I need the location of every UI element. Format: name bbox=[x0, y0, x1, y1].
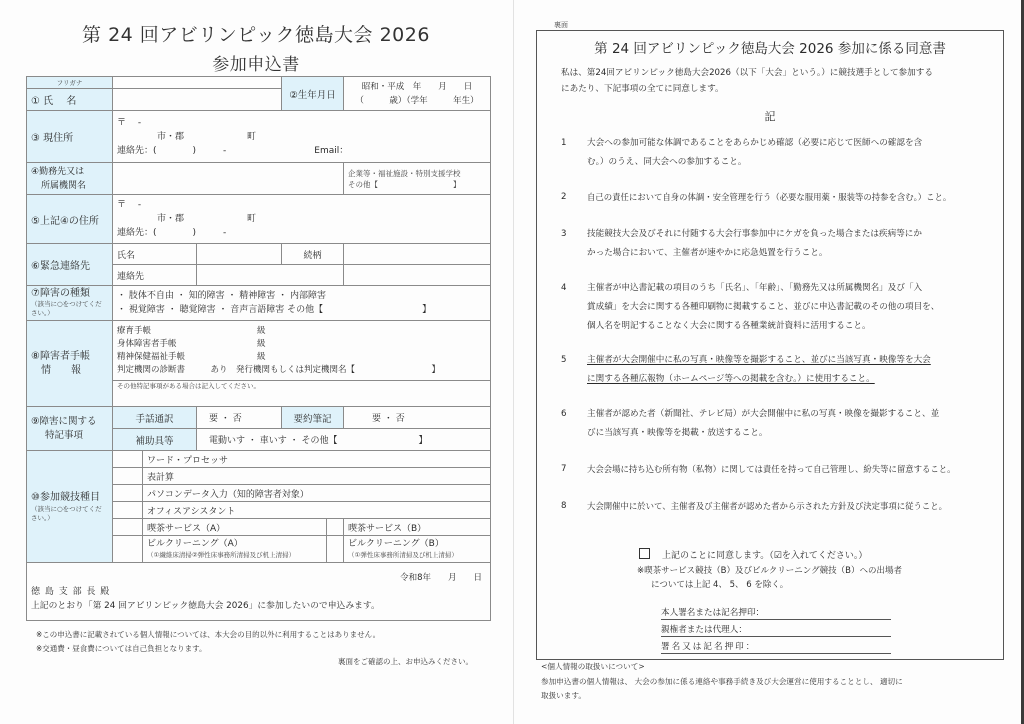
addressee: 徳 島 支 部 長 殿 bbox=[31, 587, 111, 597]
consent-item: 3 技能競技大会及びそれに付随する大会行事参加中にケガを負った場合または疾病等にか かった場合において、主催者が速やかに応急処置を行うこと。 bbox=[561, 229, 922, 258]
events-label: ⑩参加競技種目 （該当に○をつけてください。） bbox=[27, 451, 113, 563]
work-address-label: ⑤上記④の住所 bbox=[27, 195, 113, 244]
emergency-contact-field[interactable] bbox=[197, 265, 344, 286]
disability-options[interactable]: ・ 肢体不自由 ・ 知的障害 ・ 精神障害 ・ 内部障害 ・ 視覚障害 ・ 聴覚障害 ・ 音声言語障害 その他【 】 bbox=[113, 286, 491, 321]
address-label: ③ 現住所 bbox=[27, 111, 113, 163]
birthdate-field[interactable]: 昭和・平成 年 月 日 （ 歳）（学年 年生） bbox=[344, 77, 491, 111]
workplace-field[interactable] bbox=[113, 163, 344, 195]
event-mark-cell[interactable] bbox=[113, 536, 143, 563]
handbook-label: ⑧障害者手帳 情 報 bbox=[27, 321, 113, 407]
workplace-label: ④勤務先又は 所属機関名 bbox=[27, 163, 113, 195]
declaration-text: 上記のとおり「第 24 回アビリンピック徳島大会 2026」に参加したいので申込みます。 bbox=[31, 601, 380, 611]
emergency-name-label: 氏名 bbox=[113, 244, 197, 265]
consent-form-box bbox=[536, 30, 1004, 660]
event-mark-cell[interactable] bbox=[113, 502, 143, 519]
summary-writing-choice[interactable]: 要 ・ 否 bbox=[344, 407, 491, 429]
event-item: 喫茶サービス（B） bbox=[344, 519, 491, 536]
note-expenses: ※交通費・昼食費については自己負担となります。 bbox=[36, 644, 207, 653]
event-item: ビルクリーニング（B） （①弾性床事務所清掃及び机上清掃） bbox=[344, 536, 491, 563]
handbook-row: 精神保健福祉手帳 級 bbox=[117, 351, 266, 362]
event-item: 表計算 bbox=[143, 468, 491, 485]
other-notes-field[interactable]: その他特記事項がある場合は記入してください。 bbox=[113, 381, 491, 407]
agree-text: 上記のことに同意します。（☑を入れてください。） bbox=[662, 551, 868, 561]
consent-title: 第 24 回アビリンピック徳島大会 2026 参加に係る同意書 bbox=[594, 41, 946, 57]
form-title: 第 24 回アビリンピック徳島大会 2026 bbox=[82, 24, 430, 46]
privacy-text-1: 参加申込書の個人情報は、 大会の参加に係る連絡や事務手続き及び大会運営に使用することとし、 適切に bbox=[541, 677, 903, 686]
event-item: ワード・プロセッサ bbox=[143, 451, 491, 468]
application-table bbox=[26, 76, 491, 621]
emergency-label: ⑥緊急連絡先 bbox=[27, 244, 113, 286]
handbook-field[interactable]: 療育手帳 級 身体障害者手帳 級 精神保健福祉手帳 級 判定機関の診断書 あり 発行機関もしくは判定機関名【 】 bbox=[113, 321, 491, 381]
furigana-label: フリガナ bbox=[27, 77, 113, 89]
special-notes-label: ⑨障害に関する 特記事項 bbox=[27, 407, 113, 451]
handbook-row: 身体障害者手帳 級 bbox=[117, 338, 266, 349]
form-subtitle: 参加申込書 bbox=[212, 55, 300, 75]
note-privacy: ※この申込書に記載されている個人情報については、本大会の目的以外に利用することはありません。 bbox=[36, 630, 381, 639]
page-divider bbox=[513, 0, 514, 724]
emergency-name-field[interactable] bbox=[197, 244, 282, 265]
address-field[interactable]: 〒 - 市・郡 町 連絡先：( ) - Email： bbox=[113, 111, 491, 163]
consent-item: 6 主催者が認めた者（新聞社、テレビ局）が大会開催中に私の写真・映像を撮影すること、並 びに当該写真・映像等を掲載・放送すること。 bbox=[561, 409, 940, 438]
birthdate-label: ②生年月日 bbox=[282, 77, 344, 111]
work-address-field[interactable]: 〒 - 市・郡 町 連絡先：( ) - bbox=[113, 195, 491, 244]
handbook-row: 療育手帳 級 bbox=[117, 325, 266, 336]
signature-line-seal[interactable]: 署名又は記名押印： bbox=[661, 640, 891, 654]
event-mark-cell[interactable] bbox=[327, 536, 344, 563]
consent-item: 5 主催者が大会開催中に私の写真・映像等を撮影すること、並びに当該写真・映像等を大会 に関する各種広報物（ホームページ等への掲載を含む。）に使用すること。 bbox=[561, 355, 931, 384]
emergency-relation-label: 続柄 bbox=[282, 244, 344, 265]
consent-item: 8 大会開催中に於いて、主催者及び主催者が認めた者から示された方針及び決定事項に従うこと。 bbox=[561, 501, 947, 511]
aids-choice[interactable]: 電動いす ・ 車いす ・ その他【 】 bbox=[197, 429, 491, 451]
emergency-contact-label: 連絡先 bbox=[113, 265, 197, 286]
event-item: パソコンデータ入力（知的障害者対象） bbox=[143, 485, 491, 502]
exception-note-2: については上記 4、 5、 6 を除く。 bbox=[651, 580, 789, 590]
emergency-relation-field[interactable] bbox=[344, 244, 491, 265]
event-mark-cell[interactable] bbox=[327, 519, 344, 536]
consent-item: 7 大会会場に持ち込む所有物（私物）に関しては責任を持って自己管理し、紛失等に留意すること。 bbox=[561, 464, 956, 474]
disability-label: ⑦障害の種類 （該当に○をつけてください。） bbox=[27, 286, 113, 321]
event-mark-cell[interactable] bbox=[113, 451, 143, 468]
note-see-back: 裏面をご確認の上、お申込みください。 bbox=[338, 657, 473, 666]
workplace-type[interactable]: 企業等・福祉施設・特別支援学校 その他【 】 bbox=[344, 163, 491, 195]
ki-heading: 記 bbox=[764, 110, 776, 123]
agreement-block bbox=[639, 548, 902, 592]
aids-label: 補助具等 bbox=[113, 429, 197, 451]
event-mark-cell[interactable] bbox=[113, 485, 143, 502]
back-side-label: 裏面 bbox=[554, 21, 568, 29]
signature-line-guardian[interactable]: 親権者または代理人： bbox=[661, 623, 891, 637]
event-mark-cell[interactable] bbox=[113, 468, 143, 485]
event-mark-cell[interactable] bbox=[113, 519, 143, 536]
furigana-field[interactable] bbox=[113, 77, 282, 89]
event-item: オフィスアシスタント bbox=[143, 502, 491, 519]
consent-item: 1 大会への参加可能な体調であることをあらかじめ確認（必要に応じて医師への確認を含 む。）のうえ、同大会への参加すること。 bbox=[561, 138, 923, 167]
sign-interpreter-choice[interactable]: 要 ・ 否 bbox=[197, 407, 282, 429]
consent-intro: 私は、第24回アビリンピック徳島大会2026（以下「大会」という。）に競技選手として参加する にあたり、下記事項の全てに同意します。 bbox=[561, 68, 933, 94]
summary-writing-label: 要約筆記 bbox=[282, 407, 344, 429]
agree-checkbox[interactable] bbox=[639, 548, 650, 559]
signature-line-self[interactable]: 本人署名または記名押印： bbox=[661, 606, 891, 620]
emergency-contact-extra[interactable] bbox=[344, 265, 491, 286]
consent-item: 2 自己の責任において自身の体調・安全管理を行う（必要な服用薬・服装等の持参を含む。）こと。 bbox=[561, 192, 952, 202]
exception-note: ※喫茶サービス競技（B）及びビルクリーニング競技（B）への出場者 bbox=[637, 566, 902, 576]
privacy-title: <個人情報の取扱いについて> bbox=[541, 662, 645, 671]
sign-interpreter-label: 手話通訳 bbox=[113, 407, 197, 429]
declaration-box bbox=[27, 563, 491, 621]
event-item: ビルクリーニング（A） （①繊維床清掃②弾性床事務所清掃及び机上清掃） bbox=[143, 536, 327, 563]
name-label: ① 氏 名 bbox=[27, 89, 113, 111]
consent-item: 4 主催者が申込書記載の項目のうち「氏名」、「年齢」、「勤務先又は所属機関名」及び「入 賞成績」を大会に関する各種印刷物に掲載すること、並びに申込書記載のその他の項目を、 個人名を明記することなく大会に関する各種業統計資料に活用すること。 bbox=[561, 283, 940, 331]
name-field[interactable] bbox=[113, 89, 282, 111]
date-line: 令和8年 月 日 bbox=[400, 573, 482, 583]
privacy-text-2: 取扱います。 bbox=[541, 691, 586, 700]
event-item: 喫茶サービス（A） bbox=[143, 519, 327, 536]
